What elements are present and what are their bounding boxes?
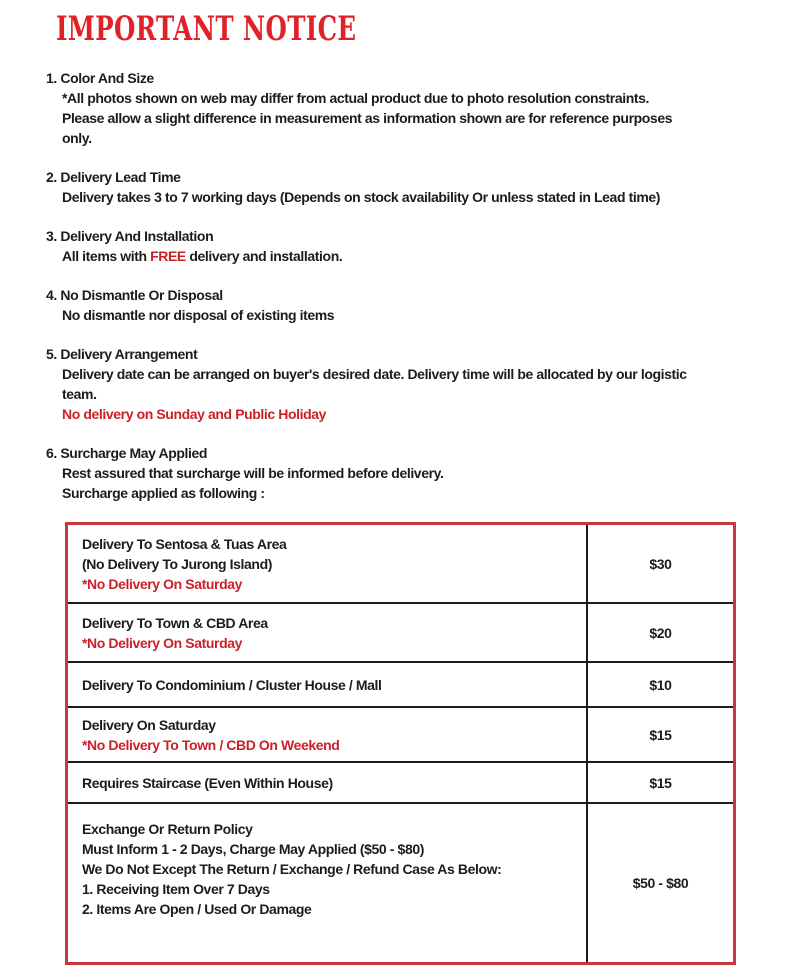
notice-line (62, 384, 800, 404)
notice-section (46, 285, 800, 325)
notice-section (46, 226, 800, 266)
price-cell (586, 763, 733, 802)
price-cell (586, 804, 733, 962)
description-line: 1. Receiving Item Over 7 Days (82, 881, 270, 897)
description-cell (68, 663, 586, 706)
notice-section-heading: 5. Delivery Arrangement (46, 346, 198, 362)
price-cell (586, 708, 733, 761)
page-title: IMPORTANT NOTICE (56, 9, 357, 49)
description-cell (68, 525, 586, 602)
notice-document (0, 9, 800, 917)
description-cell (68, 804, 586, 962)
description-line-red: *No Delivery To Town / CBD On Weekend (82, 736, 340, 753)
body-text: No dismantle nor disposal of existing items (62, 307, 335, 323)
notice-sections (46, 68, 800, 503)
table-row (68, 525, 733, 602)
notice-line (62, 305, 800, 325)
notice-line (62, 246, 800, 266)
notice-line (62, 187, 800, 207)
description-line: Exchange Or Return Policy (82, 821, 253, 837)
description-line: Requires Staircase (Even Within House) (82, 774, 333, 791)
table-row (68, 661, 733, 706)
description-line: Delivery To Town & CBD Area (82, 614, 268, 631)
notice-section-heading: 6. Surcharge May Applied (46, 445, 208, 461)
description-line: Delivery On Saturday (82, 716, 216, 733)
description-cell (68, 604, 586, 661)
description-line: Delivery To Sentosa & Tuas Area (82, 535, 287, 552)
notice-line (62, 88, 800, 108)
price-value: $15 (649, 726, 672, 743)
notice-section-heading: 2. Delivery Lead Time (46, 169, 181, 185)
description-cell (68, 708, 586, 761)
price-value: $15 (649, 774, 672, 791)
price-value: $50 - $80 (632, 875, 689, 891)
notice-line (62, 463, 800, 483)
table-row (68, 602, 733, 661)
price-value: $10 (649, 676, 672, 693)
table-row (68, 802, 733, 962)
description-line: 2. Items Are Open / Used Or Damage (82, 901, 312, 917)
notice-line (62, 108, 800, 128)
table-row (68, 761, 733, 802)
notice-line (62, 364, 800, 384)
table-row (68, 706, 733, 761)
notice-section-heading: 1. Color And Size (46, 70, 154, 86)
body-text: team. (62, 386, 97, 402)
description-line: We Do Not Except The Return / Exchange / Refund Case As Below: (82, 861, 502, 877)
price-cell (586, 525, 733, 602)
notice-section (46, 68, 800, 148)
body-text: All items with (62, 248, 151, 264)
body-text: Delivery date can be arranged on buyer's desired date. Delivery time will be allocated by our logistic (62, 366, 687, 382)
body-text: Surcharge applied as following : (62, 485, 265, 501)
description-line: Delivery To Condominium / Cluster House / Mall (82, 676, 382, 693)
notice-section-heading: 3. Delivery And Installation (46, 228, 214, 244)
body-text: Please allow a slight difference in measurement as information shown are for reference purposes (62, 110, 673, 126)
notice-line (62, 404, 800, 424)
notice-section-heading: 4. No Dismantle Or Disposal (46, 287, 223, 303)
notice-section (46, 344, 800, 424)
surcharge-table (65, 522, 736, 965)
notice-line (62, 483, 800, 503)
price-value: $20 (649, 624, 672, 641)
notice-section (46, 443, 800, 503)
description-line: Must Inform 1 - 2 Days, Charge May Applied ($50 - $80) (82, 841, 424, 857)
price-cell (586, 663, 733, 706)
price-cell (586, 604, 733, 661)
notice-section (46, 167, 800, 207)
description-line-red: *No Delivery On Saturday (82, 575, 243, 592)
body-text: Rest assured that surcharge will be informed before delivery. (62, 465, 444, 481)
description-line-red: *No Delivery On Saturday (82, 634, 243, 651)
price-value: $30 (649, 555, 672, 572)
red-emphasis-text: FREE (150, 248, 186, 264)
red-emphasis-text: No delivery on Sunday and Public Holiday (62, 406, 327, 422)
body-text: *All photos shown on web may differ from actual product due to photo resolution constraints. (62, 90, 650, 106)
body-text: Delivery takes 3 to 7 working days (Depends on stock availability Or unless stated in Lead time) (62, 189, 661, 205)
description-line: (No Delivery To Jurong Island) (82, 555, 272, 572)
description-cell (68, 763, 586, 802)
notice-line (62, 128, 800, 148)
body-text: delivery and installation. (185, 248, 343, 264)
body-text: only. (62, 130, 92, 146)
